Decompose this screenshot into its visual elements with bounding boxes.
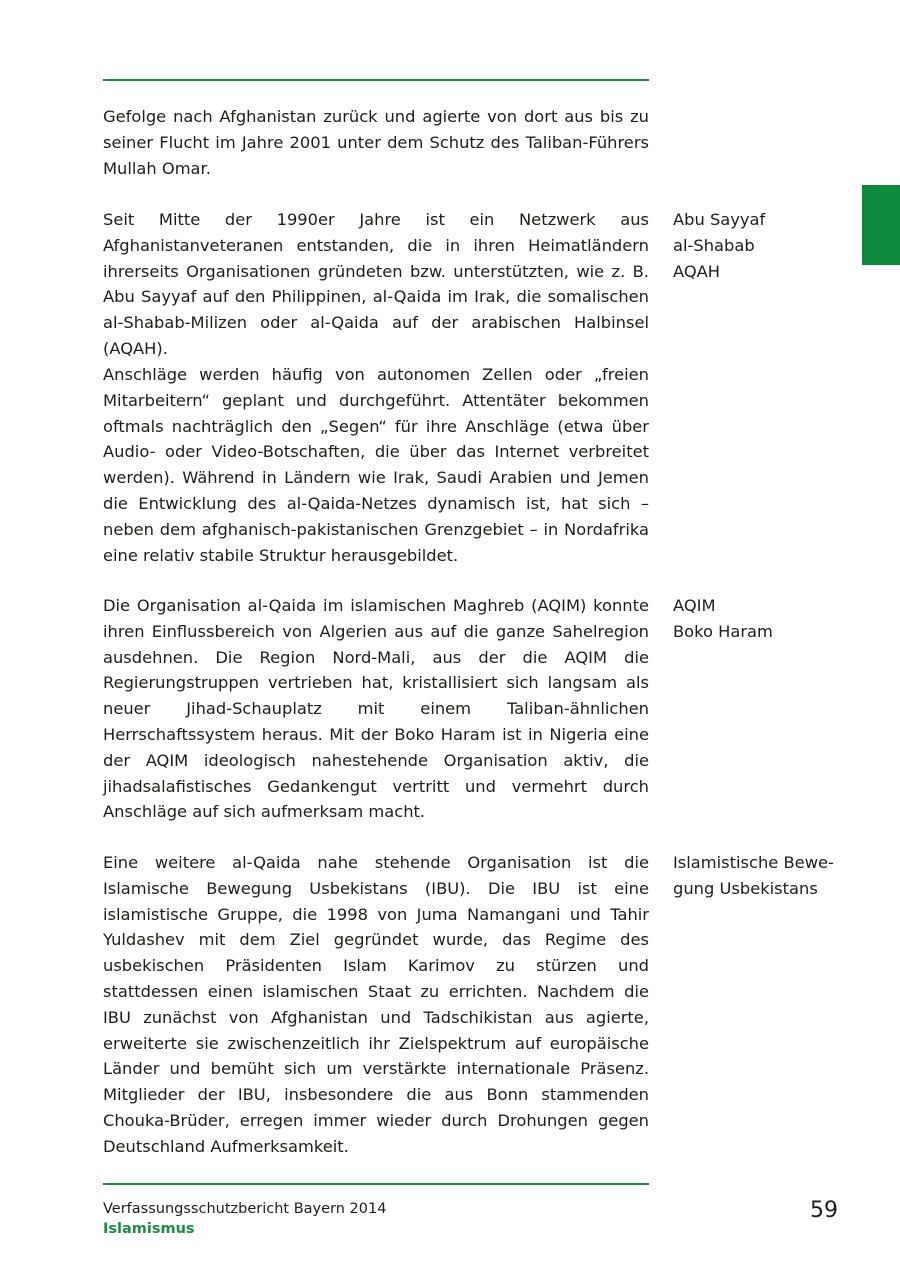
header-divider — [103, 79, 649, 81]
body-paragraph: Die Organisation al-Qaida im islamischen Maghreb (AQIM) konnte ihren Einflussbereich von Algerien aus auf die ganze Sahelregion ausdehnen. Die Region Nord-Mali, aus der die AQIM die Regierungstruppen vertrieben hat, kristallisiert sich langsam als neuer Jihad-Schauplatz mit einem Taliban-ähnlichen Herrschaftssystem heraus. Mit der Boko Haram ist in Nigeria eine der AQIM ideologisch nahestehende Organisation aktiv, die jihadsalafistisches Gedankengut vertritt und vermehrt durch Anschläge auf sich aufmerksam macht. — [103, 596, 649, 822]
body-paragraph: Seit Mitte der 1990er Jahre ist ein Netzwerk aus Afghanistanveteranen entstanden, die in ihren Heimatländern ihrerseits Organisationen gründeten bzw. unterstützten, wie z. B. Abu Sayyaf auf den Philippinen, al-Qaida im Irak, die somalischen al-Shabab-Milizen oder al-Qaida auf der arabischen Halbinsel (AQAH). — [103, 210, 649, 358]
body-paragraph: Eine weitere al-Qaida nahe stehende Organisation ist die Islamische Bewegung Usbekistans (IBU). Die IBU ist eine islamistische Gruppe, die 1998 von Juma Namangani und Tahir Yuldashev mit dem Ziel gegründet wurde, das Regime des usbekischen Präsidenten Islam Karimov zu stürzen und stattdessen einen islamischen Staat zu errichten. Nachdem die IBU zunächst von Afghanistan und Tadschikistan aus agierte, erweiterte sie zwischenzeitlich ihr Zielspektrum auf europäische Länder und bemüht sich um verstärkte internationale Präsenz. Mitglieder der IBU, insbesondere die aus Bonn stammenden Chouka-Brüder, erregen immer wieder durch Drohungen gegen Deutschland Aufmerksamkeit. — [103, 853, 649, 1156]
margin-keywords — [673, 207, 843, 284]
publication-title: Verfassungsschutzbericht Bayern 2014 — [103, 1201, 387, 1217]
margin-keyword: AQIM — [673, 596, 716, 615]
margin-keyword: al-Shabab — [673, 235, 755, 255]
section-name: Islamismus — [103, 1221, 195, 1237]
body-paragraph: Anschläge werden häufig von autonomen Zellen oder „freien Mitarbeitern“ geplant und durchgeführt. Attentäter bekommen oftmals nachträglich den „Segen“ für ihre Anschläge (etwa über Audio- oder Video-Botschaften, die über das Internet verbreitet werden). Während in Ländern wie Irak, Saudi Arabien und Jemen die Entwicklung des al-Qaida-Netzes dynamisch ist, hat sich – neben dem afghanisch-pakistanischen Grenzgebiet – in Nordafrika eine relativ stabile Struktur herausgebildet. — [103, 365, 649, 565]
margin-keywords — [673, 593, 843, 645]
margin-keywords — [673, 850, 843, 902]
margin-keyword: Islamistische Bewe- — [673, 853, 834, 872]
page-number: 59 — [810, 1198, 838, 1223]
body-paragraph: Gefolge nach Afghanistan zurück und agierte von dort aus bis zu seiner Flucht im Jahre 2001 unter dem Schutz des Taliban-Führers Mullah Omar. — [103, 107, 649, 178]
footer-divider — [103, 1183, 649, 1185]
chapter-marker-tab — [862, 185, 900, 265]
margin-keyword: AQAH — [673, 261, 721, 281]
margin-keyword: Abu Sayyaf — [673, 210, 766, 229]
margin-keyword: Boko Haram — [673, 621, 773, 641]
margin-keyword: gung Usbekistans — [673, 878, 818, 898]
